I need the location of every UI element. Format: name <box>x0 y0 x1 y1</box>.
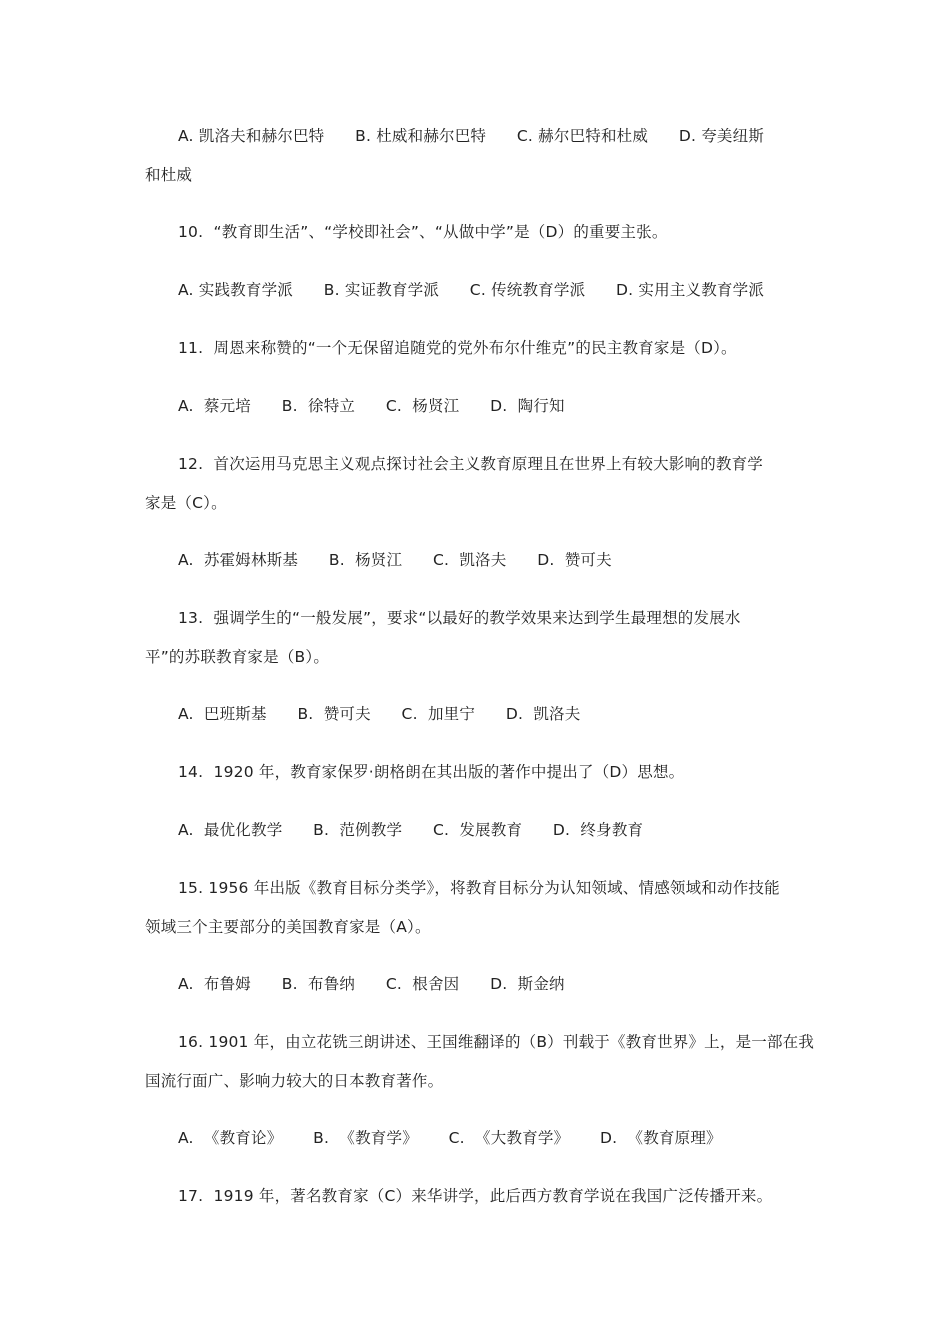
q15-question-continued: 领域三个主要部分的美国教育家是（A）。 <box>145 918 431 936</box>
q13-options: A. 巴班斯基 B. 赞可夫 C. 加里宁 D. 凯洛夫 <box>178 705 581 723</box>
q12-question: 12. 首次运用马克思主义观点探讨社会主义教育原理且在世界上有较大影响的教育学 <box>178 455 764 473</box>
q16-question: 16. 1901 年，由立花铣三朗讲述、王国维翻译的（B）刊载于《教育世界》上，是一部在我 <box>178 1033 815 1051</box>
q10-question: 10. “教育即生活”、“学校即社会”、“从做中学”是（D）的重要主张。 <box>178 223 668 241</box>
q10-options: A. 实践教育学派 B. 实证教育学派 C. 传统教育学派 D. 实用主义教育学派 <box>178 281 765 299</box>
q12-question-continued: 家是（C）。 <box>145 494 227 512</box>
q9-options: A. 凯洛夫和赫尔巴特 B. 杜威和赫尔巴特 C. 赫尔巴特和杜威 D. 夸美纽斯 <box>178 127 765 145</box>
q16-question-continued: 国流行面广、影响力较大的日本教育著作。 <box>145 1072 444 1090</box>
q11-question: 11. 周恩来称赞的“一个无保留追随党的党外布尔什维克”的民主教育家是（D）。 <box>178 339 737 357</box>
q12-options: A. 苏霍姆林斯基 B. 杨贤江 C. 凯洛夫 D. 赞可夫 <box>178 551 612 569</box>
q11-options: A. 蔡元培 B. 徐特立 C. 杨贤江 D. 陶行知 <box>178 397 565 415</box>
q9-options-continued: 和杜威 <box>145 166 193 184</box>
q16-options: A. 《教育论》 B. 《教育学》 C. 《大教育学》 D. 《教育原理》 <box>178 1129 722 1147</box>
q15-question: 15. 1956 年出版《教育目标分类学》，将教育目标分为认知领域、情感领域和动作技能 <box>178 879 780 897</box>
q17-question: 17. 1919 年，著名教育家（C）来华讲学，此后西方教育学说在我国广泛传播开来。 <box>178 1187 773 1205</box>
q14-question: 14. 1920 年，教育家保罗·朗格朗在其出版的著作中提出了（D）思想。 <box>178 763 685 781</box>
q14-options: A. 最优化教学 B. 范例教学 C. 发展教育 D. 终身教育 <box>178 821 644 839</box>
q13-question: 13. 强调学生的“一般发展”，要求“以最好的教学效果来达到学生最理想的发展水 <box>178 609 741 627</box>
q13-question-continued: 平”的苏联教育家是（B）。 <box>145 648 330 666</box>
q15-options: A. 布鲁姆 B. 布鲁纳 C. 根舍因 D. 斯金纳 <box>178 975 565 993</box>
